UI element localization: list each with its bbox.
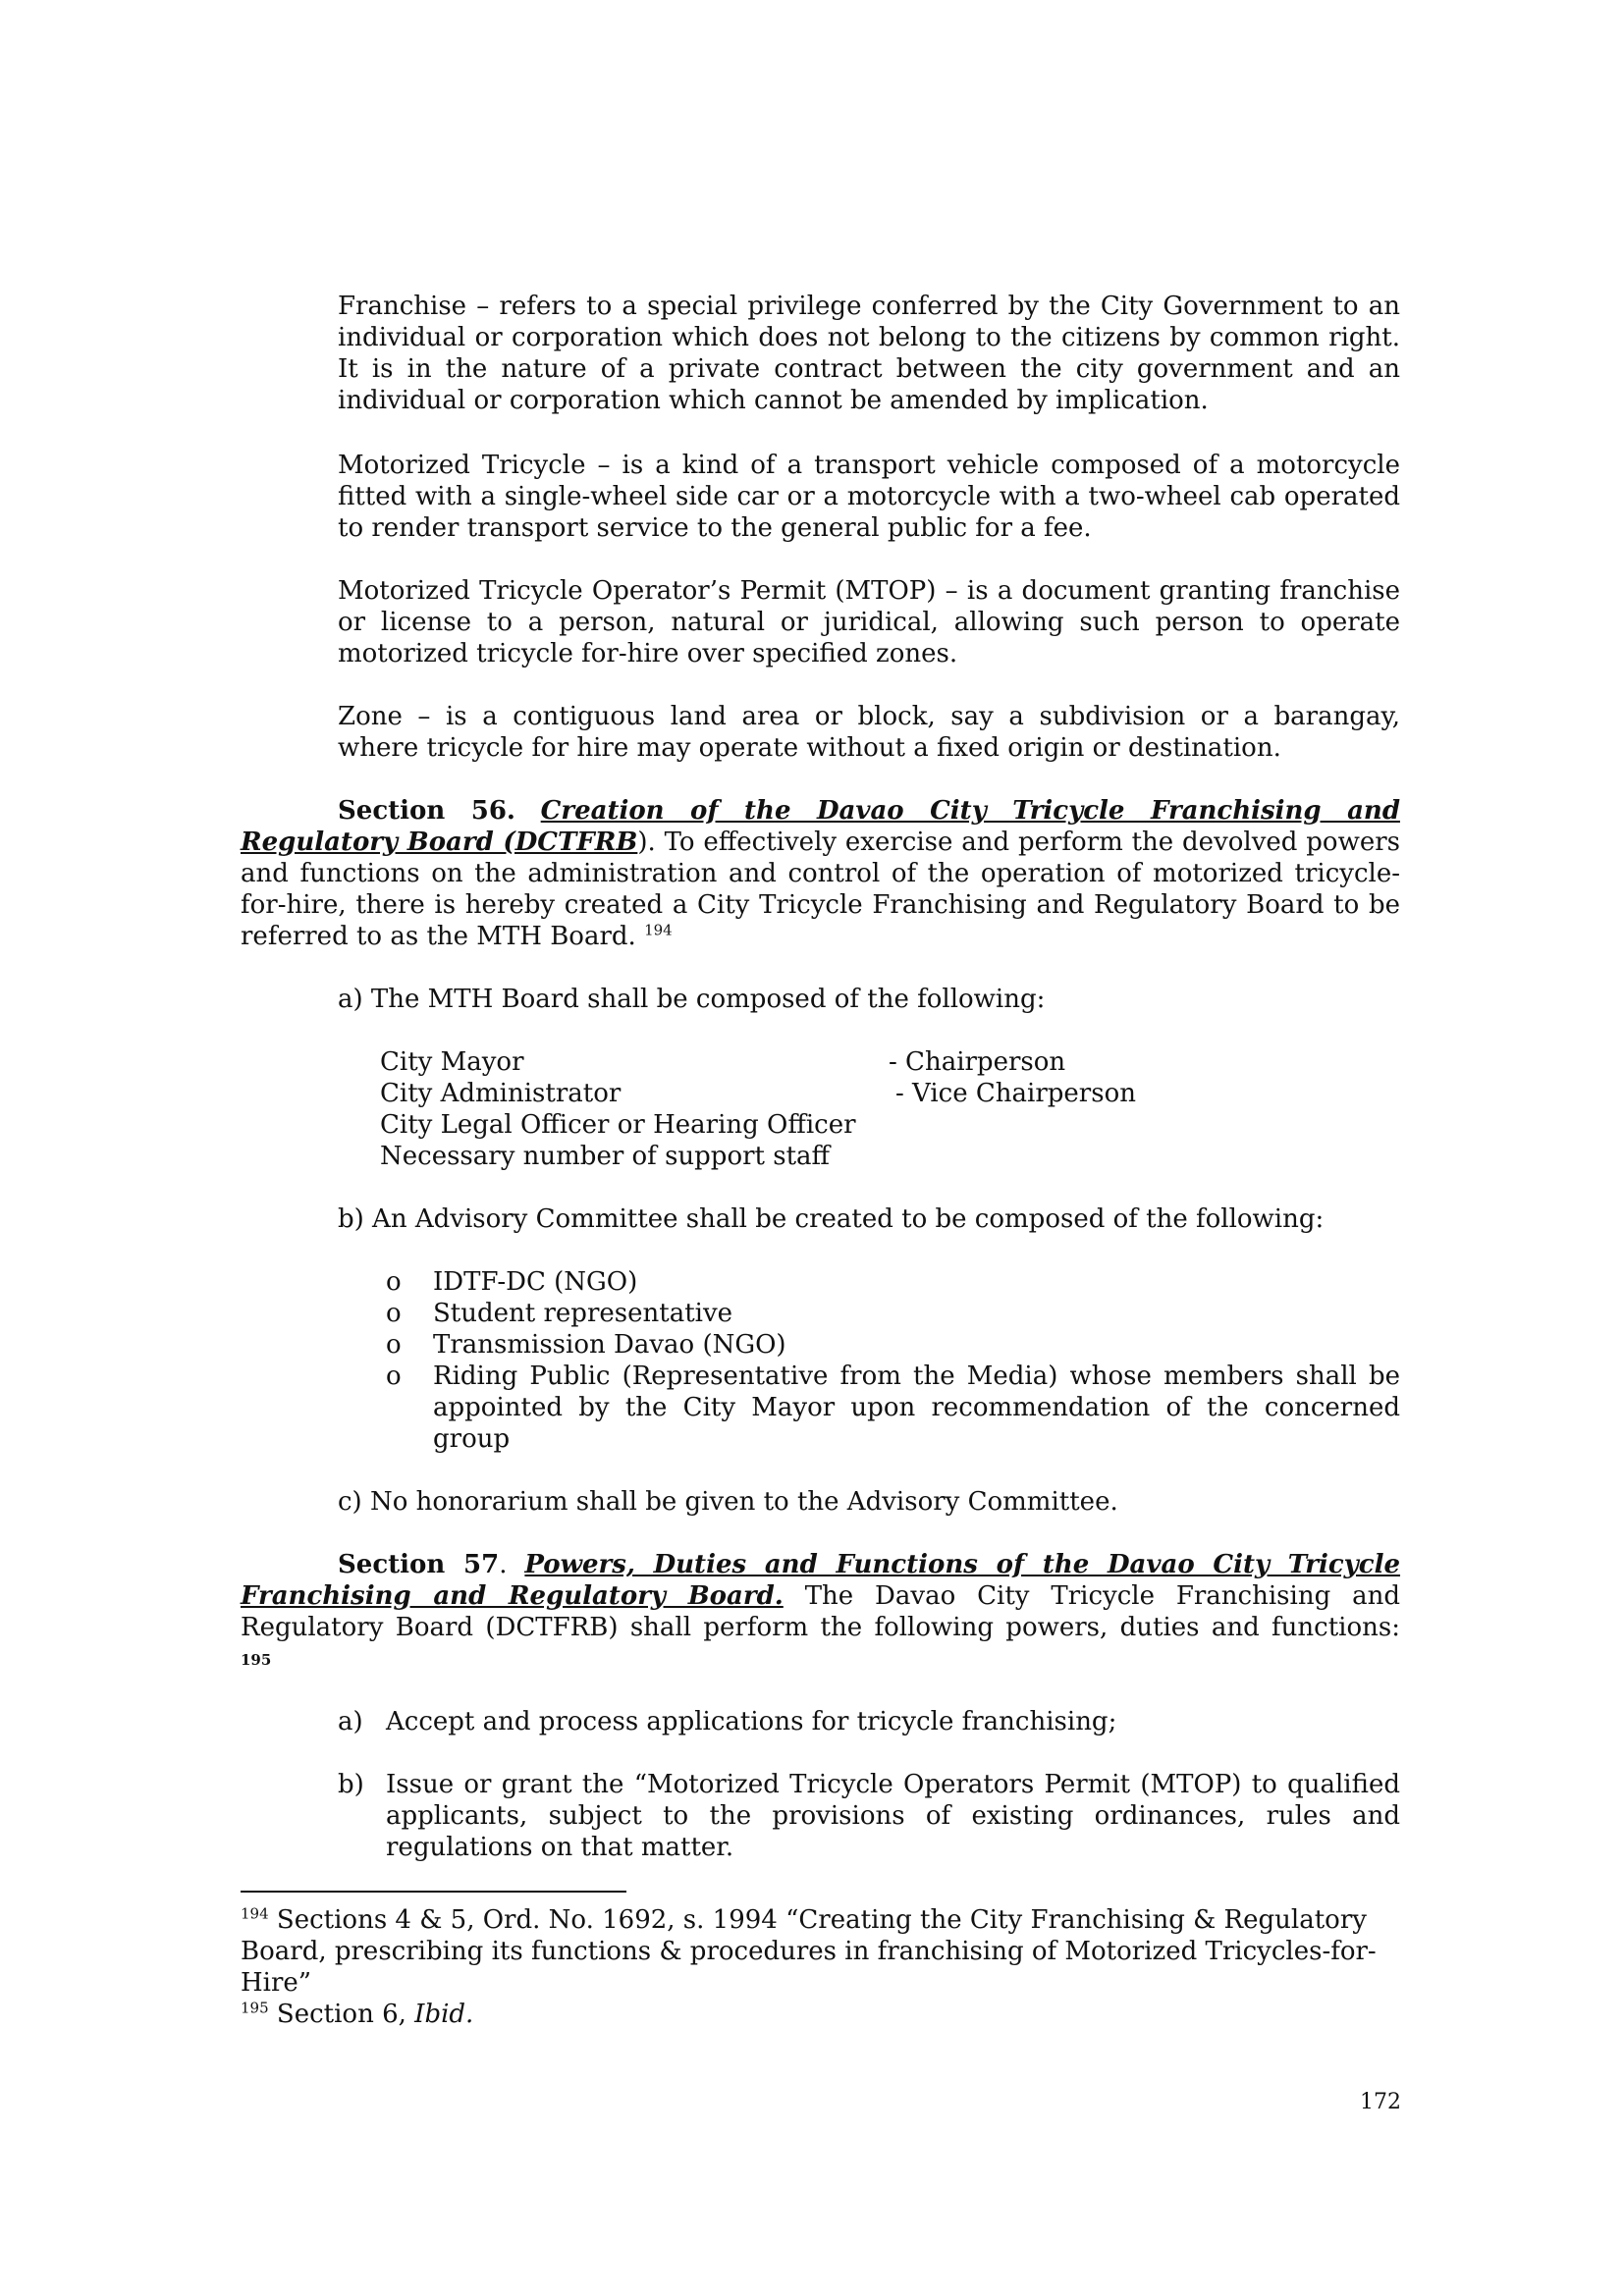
text-line: Zone – is a contiguous land area or block, say a subdivision or a barangay, xyxy=(338,702,1400,731)
section-56-heading-line xyxy=(338,795,1400,827)
list-item: Transmission Davao (NGO) xyxy=(433,1330,786,1360)
text-line: where tricycle for hire may operate without a fixed origin or destination. xyxy=(338,733,1281,763)
footnote-number: 195 xyxy=(241,1999,269,2017)
text-line: Franchise – refers to a special privilege conferred by the City Government to an xyxy=(338,292,1400,321)
board-role: - Vice Chairperson xyxy=(895,1079,1136,1108)
section-title: Franchising and Regulatory Board. xyxy=(241,1581,784,1611)
text-line: to render transport service to the general public for a fee. xyxy=(338,513,1092,543)
list-item: Issue or grant the “Motorized Tricycle Operators Permit (MTOP) to qualified xyxy=(386,1770,1400,1799)
board-role: - Chairperson xyxy=(889,1047,1066,1077)
footnote-divider xyxy=(241,1891,626,1893)
list-item: Accept and process applications for tricycle franchising; xyxy=(386,1707,1117,1736)
section-title: Regulatory Board (DCTFRB xyxy=(241,828,638,857)
list-item: Student representative xyxy=(433,1299,733,1328)
text-line: fitted with a single-wheel side car or a motorcycle with a two-wheel cab operated xyxy=(338,482,1400,511)
board-member: Necessary number of support staff xyxy=(380,1142,830,1171)
list-item: IDTF-DC (NGO) xyxy=(433,1267,638,1297)
footnote-text: Hire” xyxy=(241,1968,312,1998)
text-line: individual or corporation which does not belong to the citizens by common right. xyxy=(338,323,1400,352)
text-run: referred to as the MTH Board. xyxy=(241,922,636,951)
list-item: Riding Public (Representative from the Media) whose members shall be xyxy=(433,1362,1400,1391)
text-line: for-hire, there is hereby created a City Tricycle Franchising and Regulatory Board to be xyxy=(241,890,1400,920)
list-item: regulations on that matter. xyxy=(386,1833,734,1862)
text-line: Motorized Tricycle Operator’s Permit (MTOP) – is a document granting franchise xyxy=(338,576,1400,606)
footnote-text: Board, prescribing its functions & procedures in franchising of Motorized Tricycles-for- xyxy=(241,1937,1377,1966)
list-marker: a) xyxy=(338,1707,363,1736)
footnote-ref-number: 195 xyxy=(241,1651,272,1669)
list-item-a: a) The MTH Board shall be composed of the following: xyxy=(338,985,1046,1014)
text-line: Regulatory Board (DCTFRB) shall perform the following powers, duties and functions: xyxy=(241,1613,1400,1642)
text-line: Motorized Tricycle – is a kind of a transport vehicle composed of a motorcycle xyxy=(338,451,1400,480)
bullet: o xyxy=(386,1362,402,1391)
text-line: individual or corporation which cannot be amended by implication. xyxy=(338,386,1209,415)
footnote-text: Sections 4 & 5, Ord. No. 1692, s. 1994 “Creating the City Franchising & Regulatory xyxy=(276,1905,1367,1935)
text-run: To effectively exercise and perform the devolved powers xyxy=(664,828,1400,857)
bullet: o xyxy=(386,1267,402,1297)
text-line: motorized tricycle for-hire over specified zones. xyxy=(338,639,958,668)
punctuation: . xyxy=(499,1550,508,1579)
bullet: o xyxy=(386,1299,402,1328)
punctuation: ). xyxy=(637,828,656,857)
footnote-195 xyxy=(241,1999,473,2030)
text-line: It is in the nature of a private contract between the city government and an xyxy=(338,354,1400,384)
board-member: City Administrator xyxy=(380,1079,622,1108)
list-item-b: b) An Advisory Committee shall be created to be composed of the following: xyxy=(338,1204,1325,1234)
text-line xyxy=(241,827,1400,858)
list-marker: b) xyxy=(338,1770,364,1799)
section-label: Section 56. xyxy=(338,796,515,826)
list-item: appointed by the City Mayor upon recommendation of the concerned xyxy=(433,1393,1400,1422)
footnote-italic: Ibid. xyxy=(414,2000,474,2029)
list-item-c: c) No honorarium shall be given to the Advisory Committee. xyxy=(338,1487,1118,1517)
list-item: applicants, subject to the provisions of existing ordinances, rules and xyxy=(386,1801,1400,1831)
board-member: City Mayor xyxy=(380,1047,524,1077)
section-57-heading-line xyxy=(338,1549,1400,1580)
footnote-number: 194 xyxy=(241,1904,269,1923)
text-line: and functions on the administration and control of the operation of motorized tricycle- xyxy=(241,859,1400,888)
footnote-194 xyxy=(241,1904,1367,1936)
footnote-text: Section 6, xyxy=(276,2000,406,2029)
page-number: 172 xyxy=(1360,2090,1401,2114)
section-title: Powers, Duties and Functions of the Davao City Tricycle xyxy=(524,1550,1401,1579)
section-title: Creation of the Davao City Tricycle Franchising and xyxy=(540,796,1400,826)
section-label: Section 57 xyxy=(338,1550,500,1579)
text-line xyxy=(241,1580,1400,1612)
footnote-ref-194[interactable]: 194 xyxy=(644,921,673,939)
text-line xyxy=(241,921,673,952)
footnote-ref-195[interactable] xyxy=(241,1641,271,1673)
bullet: o xyxy=(386,1330,402,1360)
list-item: group xyxy=(433,1424,511,1454)
text-line: or license to a person, natural or juridical, allowing such person to operate xyxy=(338,608,1400,637)
text-run: The Davao City Tricycle Franchising and xyxy=(804,1581,1400,1611)
board-member: City Legal Officer or Hearing Officer xyxy=(380,1110,856,1140)
